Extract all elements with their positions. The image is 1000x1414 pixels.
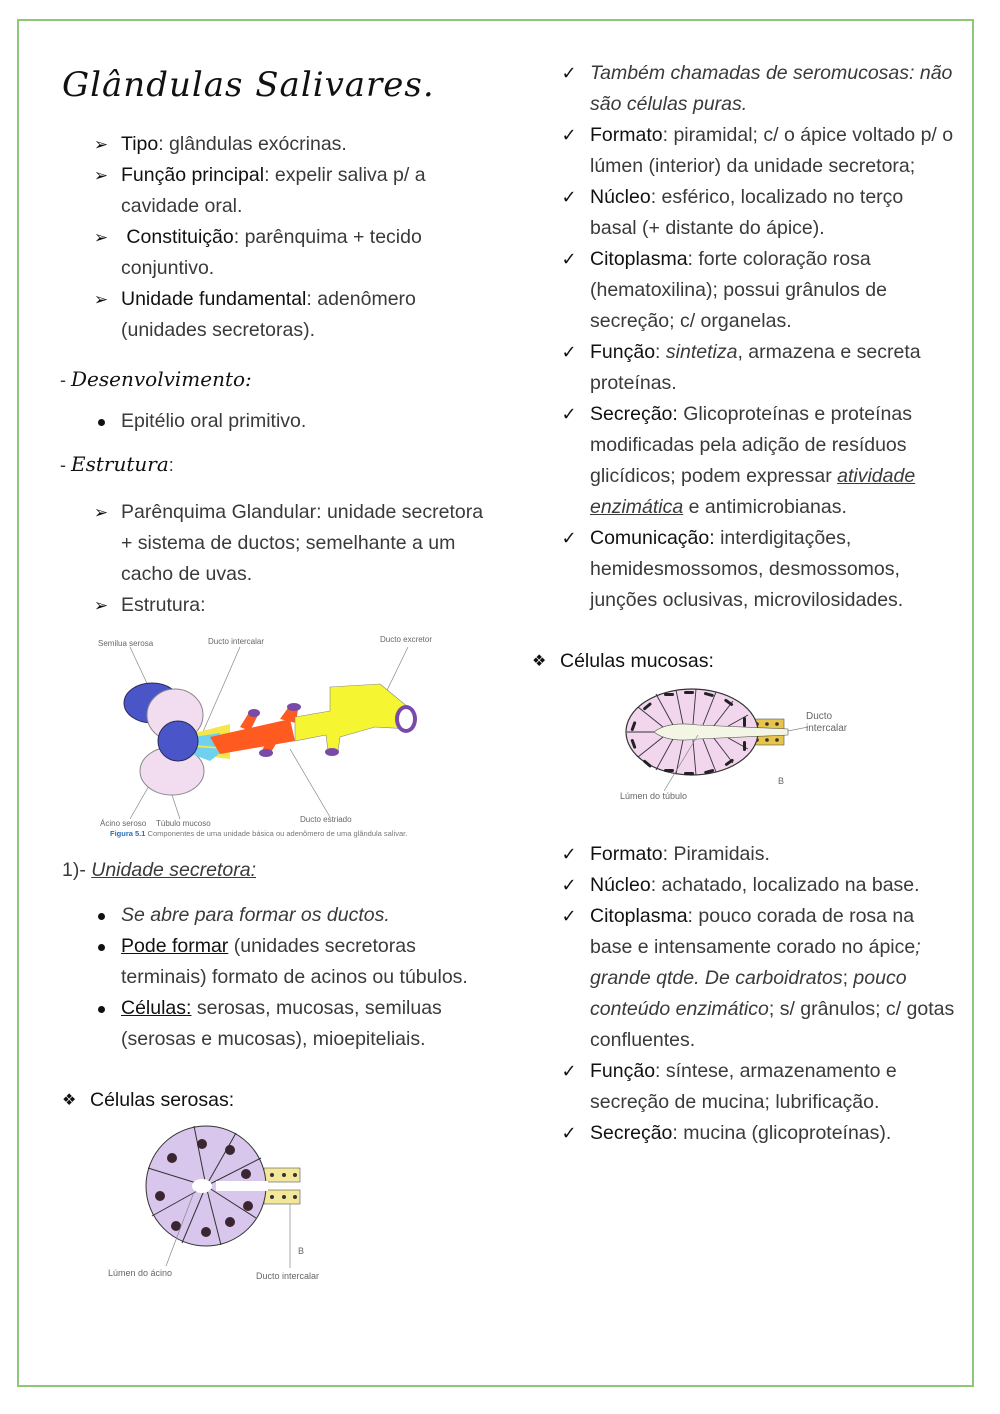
list-item: Epitélio oral primitivo. xyxy=(121,410,307,432)
list-item: ✓ Função: sintetiza, armazena e secreta proteínas. xyxy=(530,337,955,399)
unidade-secretora-list xyxy=(60,900,490,1055)
list-item: ✓ Citoplasma: pouco corada de rosa na base e intensamente corado no ápice; grande qtde. De carboidratos; pouco conteúdo enzimático; s/ grânulos; c/ gotas confluentes. xyxy=(530,901,955,1056)
label-ducto-estriado: Ducto estriado xyxy=(300,815,352,824)
section-heading-estrutura: - Estrutura: xyxy=(60,452,174,476)
list-item: ✓ Formato: piramidal; c/ o ápice voltado p/ o lúmen (interior) da unidade secretora; xyxy=(530,120,955,182)
list-item: Células: serosas, mucosas, semiluas (serosas e mucosas), mioepiteliais. xyxy=(121,997,442,1050)
label-ducto-excretor: Ducto excretor xyxy=(380,635,433,644)
arrow-bullet-icon: ➢ xyxy=(93,228,109,247)
list-item: Pode formar (unidades secretoras terminais) formato de acinos ou túbulos. xyxy=(121,935,468,988)
desenvolvimento-list xyxy=(60,406,490,437)
check-icon: ✓ xyxy=(561,404,577,424)
check-icon: ✓ xyxy=(561,1061,577,1081)
arrow-bullet-icon: ➢ xyxy=(93,135,109,154)
check-icon: ✓ xyxy=(561,125,577,145)
arrow-bullet-icon: ➢ xyxy=(93,596,109,615)
mucous-tubule-diagram xyxy=(618,683,878,813)
label-intercalar: intercalar xyxy=(806,723,848,734)
serous-acinus-diagram xyxy=(96,1118,356,1288)
section-heading-celulas-serosas: ❖ Células serosas: xyxy=(60,1085,490,1116)
list-item: ✓ Também chamadas de seromucosas: não são células puras. xyxy=(530,58,955,120)
label-ducto-intercalar: Ducto intercalar xyxy=(208,637,265,646)
list-item: ✓ Secreção: mucina (glicoproteínas). xyxy=(530,1118,955,1149)
list-item: ✓ Secreção: Glicoproteínas e proteínas modificadas pela adição de resíduos glicídicos; podem expressar atividade enzimática e antimicrobianas. xyxy=(530,399,955,523)
label-lumen-acino: Lúmen do ácino xyxy=(108,1268,173,1278)
intro-list xyxy=(60,129,490,346)
list-item: ➢ Constituição: parênquima + tecido conjuntivo. xyxy=(60,222,490,284)
label-ducto: Ducto xyxy=(806,711,833,722)
list-item: ➢ Unidade fundamental: adenômero (unidades secretoras). xyxy=(60,284,490,346)
diamond-bullet-icon: ❖ xyxy=(62,1092,77,1109)
check-icon: ✓ xyxy=(561,875,577,895)
right-column xyxy=(530,58,955,1149)
celulas-serosas-list xyxy=(530,58,955,616)
check-icon: ✓ xyxy=(561,906,577,926)
list-item: ➢ Função principal: expelir saliva p/ a cavidade oral. xyxy=(60,160,490,222)
list-item: ➢ Tipo: glândulas exócrinas. xyxy=(60,129,490,160)
label-semilua-serosa: Semilua serosa xyxy=(98,639,154,648)
list-item: ✓ Formato: Piramidais. xyxy=(530,839,955,870)
panel-letter: B xyxy=(778,776,785,786)
left-column xyxy=(60,55,490,1288)
list-item: ✓ Citoplasma: forte coloração rosa (hematoxilina); possui grânulos de secreção; c/ organelas. xyxy=(530,244,955,337)
label-acino-seroso: Ácino seroso xyxy=(100,819,147,828)
label-ducto-intercalar: Ducto intercalar xyxy=(256,1271,320,1281)
arrow-bullet-icon: ➢ xyxy=(93,290,109,309)
diamond-bullet-icon: ❖ xyxy=(532,653,547,670)
list-item: ➢ Estrutura: xyxy=(60,590,490,621)
check-icon: ✓ xyxy=(561,63,577,83)
adenomero-illustration xyxy=(90,629,460,849)
list-item: ✓ Comunicação: interdigitações, hemidesmossomos, desmossomos, junções oclusivas, microvilosidades. xyxy=(530,523,955,616)
list-item: ➢ Parênquima Glandular: unidade secretora + sistema de ductos; semelhante a um cacho de uvas. xyxy=(60,497,490,590)
list-item: ✓ Núcleo: achatado, localizado na base. xyxy=(530,870,955,901)
estrutura-list xyxy=(60,497,490,621)
section-heading-celulas-mucosas: ❖ Células mucosas: xyxy=(530,646,955,677)
section-heading-unidade-secretora: 1)- Unidade secretora: xyxy=(62,859,257,881)
list-item: ✓ Função: síntese, armazenamento e secreção de mucina; lubrificação. xyxy=(530,1056,955,1118)
arrow-bullet-icon: ➢ xyxy=(93,166,109,185)
check-icon: ✓ xyxy=(561,1123,577,1143)
check-icon: ✓ xyxy=(561,249,577,269)
serous-acinus-illustration xyxy=(96,1118,356,1288)
arrow-bullet-icon: ➢ xyxy=(93,503,109,522)
page-title: Glândulas Salivares. xyxy=(62,65,435,105)
check-icon: ✓ xyxy=(561,528,577,548)
check-icon: ✓ xyxy=(561,187,577,207)
label-lumen-tubulo: Lúmen do túbulo xyxy=(620,791,688,801)
adenomero-diagram xyxy=(90,629,460,849)
check-icon: ✓ xyxy=(561,844,577,864)
label-tubulo-mucoso: Túbulo mucoso xyxy=(156,819,211,828)
list-item: ✓ Núcleo: esférico, localizado no terço basal (+ distante do ápice). xyxy=(530,182,955,244)
celulas-mucosas-list xyxy=(530,839,955,1149)
check-icon: ✓ xyxy=(561,342,577,362)
panel-letter: B xyxy=(298,1246,305,1256)
list-item: Se abre para formar os ductos. xyxy=(121,904,390,926)
figure-caption: Figura 5.1 Componentes de uma unidade básica ou adenômero de uma glândula salivar. xyxy=(110,829,408,838)
section-heading-desenvolvimento: - Desenvolvimento: xyxy=(60,367,252,391)
